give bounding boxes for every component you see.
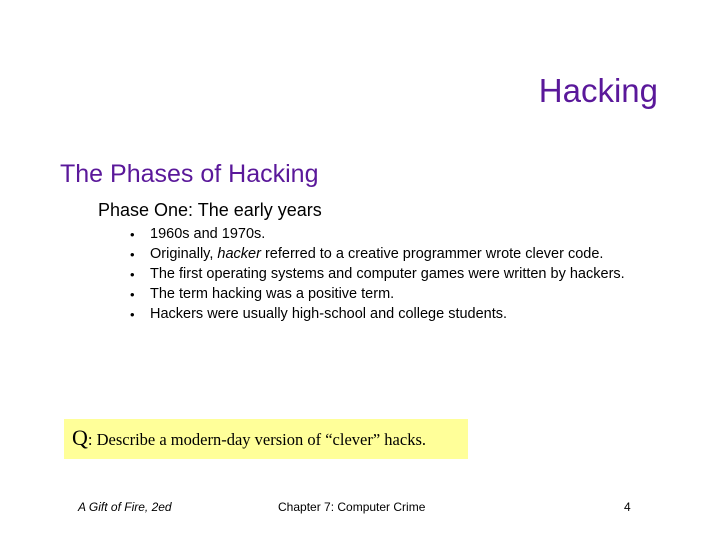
bullet-text: Originally,	[150, 246, 218, 262]
footer-chapter-title: Chapter 7: Computer Crime	[278, 500, 426, 514]
footer-page-number: 4	[624, 500, 631, 514]
bullet-dot-icon: •	[130, 267, 135, 282]
bullet-item	[130, 265, 670, 284]
bullet-item	[130, 285, 670, 304]
bullet-dot-icon: •	[130, 287, 135, 302]
bullet-text-continued: referred to a creative programmer wrote clever code.	[260, 246, 604, 262]
phase-subheading: Phase One: The early years	[98, 200, 322, 220]
bullet-item	[130, 225, 670, 244]
bullet-text: The term hacking was a positive term.	[150, 286, 395, 302]
bullet-item	[130, 305, 670, 324]
bullet-emphasis: hacker	[217, 246, 261, 262]
section-heading: The Phases of Hacking	[60, 160, 319, 188]
bullet-text: Hackers were usually high-school and college students.	[150, 306, 508, 322]
bullet-text: 1960s and 1970s.	[150, 226, 266, 242]
bullet-item	[130, 245, 670, 264]
discussion-question-box	[64, 419, 468, 459]
bullet-text: The first operating systems and computer games were written by hackers.	[150, 266, 625, 282]
bullet-list	[130, 225, 670, 325]
footer-book-title: A Gift of Fire, 2ed	[78, 500, 172, 514]
question-text: : Describe a modern-day version of “clever” hacks.	[87, 430, 426, 449]
question-letter: Q	[72, 425, 88, 450]
bullet-dot-icon: •	[130, 247, 135, 262]
bullet-dot-icon: •	[130, 307, 135, 322]
bullet-dot-icon: •	[130, 227, 135, 242]
slide-title: Hacking	[538, 72, 658, 109]
